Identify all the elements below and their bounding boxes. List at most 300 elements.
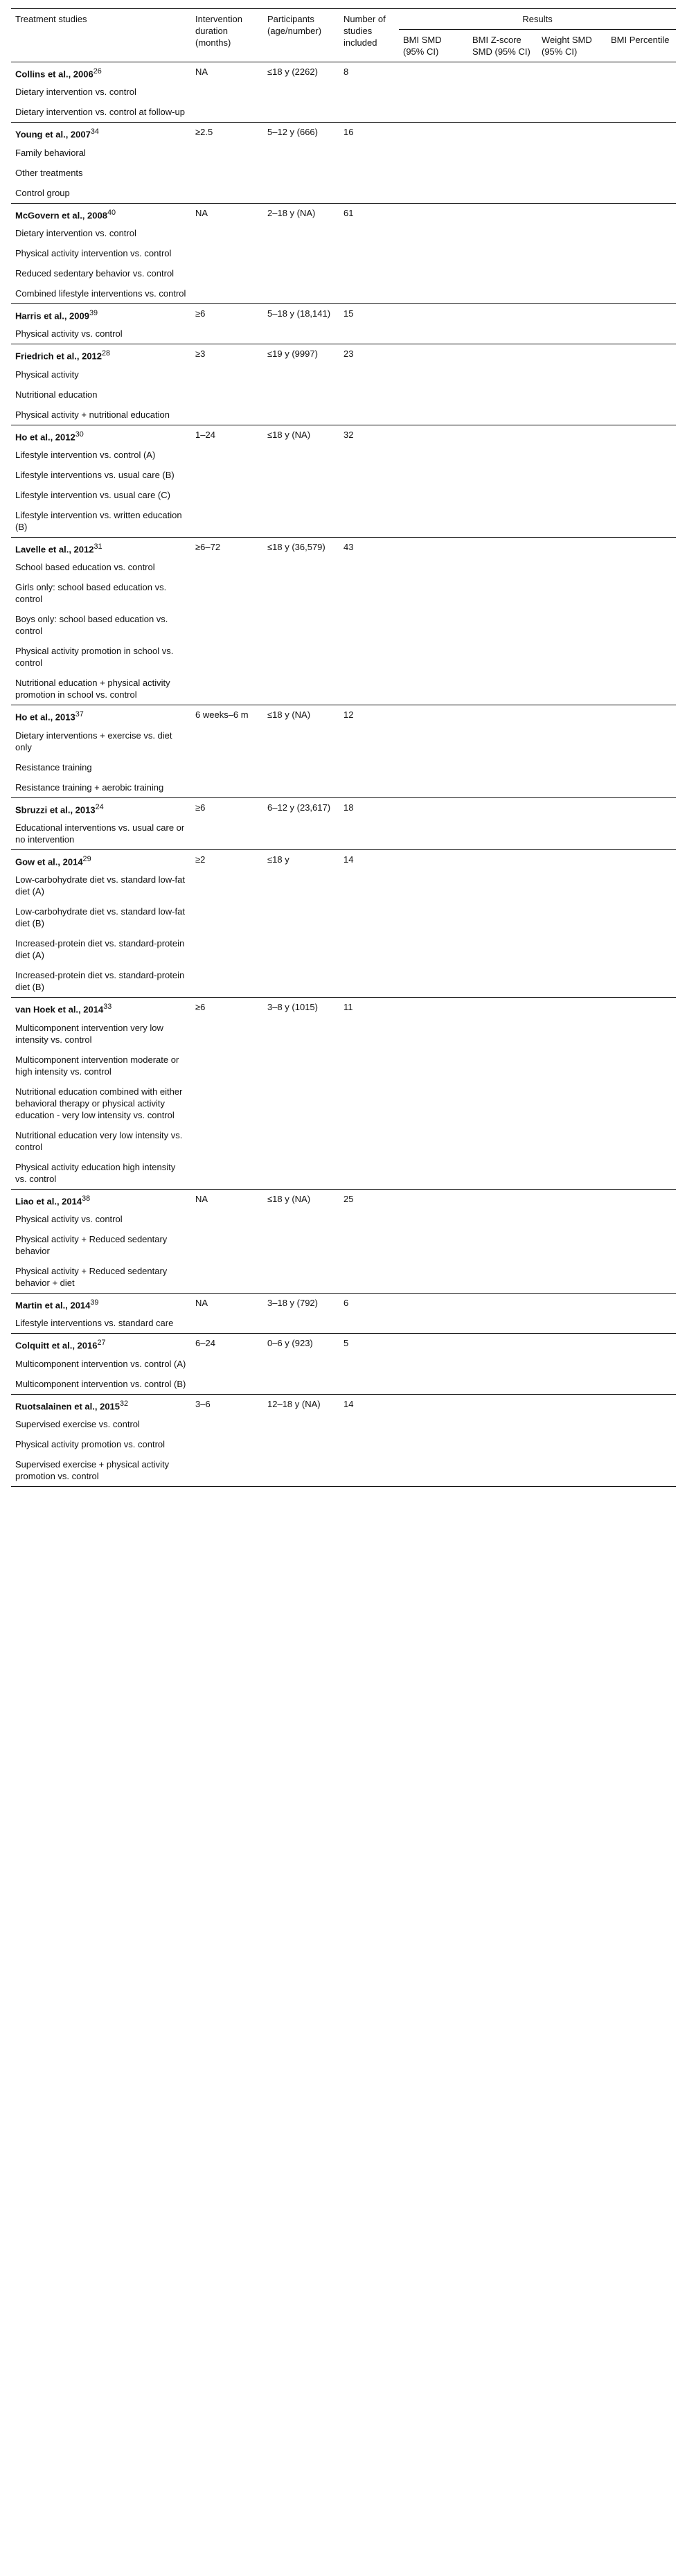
- bmi-smd-value: [399, 641, 468, 673]
- study-name: Liao et al., 2014: [15, 1195, 82, 1206]
- bmi-smd-value: [399, 609, 468, 641]
- empty-cell: [468, 537, 537, 557]
- outcome-row: [11, 609, 676, 641]
- bmi-smd-value: [399, 324, 468, 344]
- outcome-label: Physical activity + Reduced sedentary behavior + diet: [15, 1265, 168, 1288]
- bmi-smd-value: [399, 777, 468, 798]
- weight-smd-value: [537, 82, 607, 102]
- bmi-percentile-value: [607, 1229, 676, 1261]
- bmi-percentile-value: [607, 757, 676, 777]
- results-table: [11, 8, 676, 1487]
- bmi-percentile-value: [607, 577, 676, 609]
- study-row: [11, 849, 676, 870]
- empty-cell: [263, 557, 339, 577]
- outcome-label: Nutritional education very low intensity vs. control: [15, 1129, 183, 1152]
- outcome-label: Nutritional education combined with either behavioral therapy or physical activity education - very low intensity vs. control: [15, 1086, 183, 1120]
- bmi-percentile-value: [607, 283, 676, 304]
- empty-cell: [339, 163, 399, 183]
- study-name-cell: [11, 705, 191, 725]
- weight-smd-value: [537, 143, 607, 163]
- empty-cell: [191, 1082, 263, 1125]
- study-row: [11, 998, 676, 1018]
- study-reference: 40: [107, 208, 116, 217]
- study-name-cell: [11, 203, 191, 223]
- outcome-label: Boys only: school based education vs. control: [15, 614, 168, 637]
- number-of-studies: 18: [339, 797, 399, 818]
- empty-cell: [537, 62, 607, 82]
- participants: 0–6 y (923): [263, 1334, 339, 1354]
- bmi-zscore-smd-value: [468, 777, 537, 798]
- bmi-smd-value: [399, 183, 468, 204]
- empty-cell: [399, 537, 468, 557]
- intervention-duration: NA: [191, 1293, 263, 1313]
- intervention-duration: ≥6: [191, 998, 263, 1018]
- study-name-cell: [11, 1334, 191, 1354]
- empty-cell: [607, 123, 676, 143]
- bmi-zscore-smd-value: [468, 1434, 537, 1454]
- empty-cell: [399, 303, 468, 324]
- weight-smd-value: [537, 364, 607, 385]
- outcome-label: Educational interventions vs. usual care or no intervention: [15, 822, 185, 845]
- bmi-zscore-smd-value: [468, 1050, 537, 1082]
- empty-cell: [537, 123, 607, 143]
- weight-smd-value: [537, 1229, 607, 1261]
- weight-smd-value: [537, 183, 607, 204]
- empty-cell: [191, 465, 263, 485]
- outcome-row: [11, 725, 676, 757]
- bmi-zscore-smd-value: [468, 243, 537, 263]
- bmi-zscore-smd-value: [468, 870, 537, 901]
- weight-smd-value: [537, 505, 607, 538]
- outcome-label: Physical activity: [15, 369, 79, 380]
- bmi-zscore-smd-value: [468, 163, 537, 183]
- outcome-row: [11, 143, 676, 163]
- outcome-row: [11, 283, 676, 304]
- bmi-percentile-value: [607, 1354, 676, 1374]
- empty-cell: [339, 1261, 399, 1294]
- study-row: [11, 537, 676, 557]
- study-reference: 27: [97, 1339, 106, 1348]
- participants: ≤18 y (NA): [263, 705, 339, 725]
- bmi-smd-value: [399, 757, 468, 777]
- empty-cell: [399, 1334, 468, 1354]
- outcome-label: Dietary interventions + exercise vs. diet only: [15, 730, 172, 752]
- weight-smd-value: [537, 223, 607, 243]
- empty-cell: [399, 203, 468, 223]
- bmi-smd-value: [399, 1050, 468, 1082]
- bmi-smd-value: [399, 557, 468, 577]
- bmi-smd-value: [399, 1313, 468, 1334]
- outcome-label: Physical activity + nutritional education: [15, 409, 170, 420]
- study-name: Ruotsalainen et al., 2015: [15, 1400, 121, 1411]
- bmi-percentile-value: [607, 263, 676, 283]
- outcome-row: [11, 673, 676, 705]
- study-name: Harris et al., 2009: [15, 310, 89, 321]
- participants: 2–18 y (NA): [263, 203, 339, 223]
- empty-cell: [339, 609, 399, 641]
- outcome-row: [11, 485, 676, 505]
- study-row: [11, 705, 676, 725]
- weight-smd-value: [537, 933, 607, 965]
- bmi-zscore-smd-value: [468, 1209, 537, 1229]
- empty-cell: [263, 725, 339, 757]
- bmi-smd-value: [399, 364, 468, 385]
- empty-cell: [339, 183, 399, 204]
- bmi-zscore-smd-value: [468, 385, 537, 405]
- empty-cell: [191, 102, 263, 123]
- outcome-row: [11, 1434, 676, 1454]
- bmi-zscore-smd-value: [468, 1261, 537, 1294]
- outcome-label: Physical activity promotion vs. control: [15, 1438, 166, 1449]
- empty-cell: [607, 998, 676, 1018]
- empty-cell: [191, 1018, 263, 1050]
- empty-cell: [339, 1082, 399, 1125]
- weight-smd-value: [537, 577, 607, 609]
- bmi-zscore-smd-value: [468, 641, 537, 673]
- empty-cell: [191, 445, 263, 465]
- outcome-row: [11, 405, 676, 425]
- outcome-row: [11, 82, 676, 102]
- bmi-smd-value: [399, 243, 468, 263]
- weight-smd-value: [537, 725, 607, 757]
- bmi-zscore-smd-value: [468, 1157, 537, 1190]
- intervention-duration: NA: [191, 203, 263, 223]
- weight-smd-value: [537, 1082, 607, 1125]
- empty-cell: [468, 1189, 537, 1209]
- empty-cell: [339, 1434, 399, 1454]
- bmi-zscore-smd-value: [468, 557, 537, 577]
- outcome-label: Increased-protein diet vs. standard-protein diet (B): [15, 970, 185, 993]
- empty-cell: [339, 1229, 399, 1261]
- empty-cell: [339, 1050, 399, 1082]
- study-reference: 29: [82, 854, 91, 863]
- study-name-cell: [11, 797, 191, 818]
- empty-cell: [339, 1374, 399, 1395]
- weight-smd-value: [537, 1374, 607, 1395]
- outcome-label: Resistance training + aerobic training: [15, 782, 164, 793]
- weight-smd-value: [537, 1157, 607, 1190]
- empty-cell: [468, 849, 537, 870]
- col-treatment-studies: Treatment studies: [11, 9, 191, 62]
- study-name: Martin et al., 2014: [15, 1300, 91, 1311]
- weight-smd-value: [537, 324, 607, 344]
- weight-smd-value: [537, 1050, 607, 1082]
- outcome-row: [11, 777, 676, 798]
- empty-cell: [339, 901, 399, 933]
- empty-cell: [339, 263, 399, 283]
- study-name-cell: [11, 537, 191, 557]
- study-row: [11, 425, 676, 445]
- empty-cell: [263, 1125, 339, 1157]
- bmi-percentile-value: [607, 1125, 676, 1157]
- bmi-percentile-value: [607, 485, 676, 505]
- bmi-smd-value: [399, 1354, 468, 1374]
- empty-cell: [339, 82, 399, 102]
- outcome-label: Other treatments: [15, 167, 83, 178]
- study-reference: 34: [90, 127, 99, 136]
- bmi-percentile-value: [607, 609, 676, 641]
- empty-cell: [339, 1354, 399, 1374]
- empty-cell: [263, 385, 339, 405]
- empty-cell: [191, 485, 263, 505]
- bmi-smd-value: [399, 818, 468, 850]
- study-row: [11, 344, 676, 364]
- empty-cell: [263, 933, 339, 965]
- bmi-percentile-value: [607, 505, 676, 538]
- empty-cell: [339, 465, 399, 485]
- empty-cell: [191, 364, 263, 385]
- empty-cell: [263, 1261, 339, 1294]
- study-row: [11, 1394, 676, 1414]
- weight-smd-value: [537, 777, 607, 798]
- empty-cell: [263, 641, 339, 673]
- number-of-studies: 61: [339, 203, 399, 223]
- col-number-of-studies: Number of studies included: [339, 9, 399, 62]
- bmi-percentile-value: [607, 1454, 676, 1487]
- bmi-zscore-smd-value: [468, 1125, 537, 1157]
- empty-cell: [339, 777, 399, 798]
- study-name: Gow et al., 2014: [15, 856, 83, 867]
- empty-cell: [468, 797, 537, 818]
- empty-cell: [191, 870, 263, 901]
- empty-cell: [263, 283, 339, 304]
- intervention-duration: 3–6: [191, 1394, 263, 1414]
- empty-cell: [191, 725, 263, 757]
- bmi-percentile-value: [607, 223, 676, 243]
- outcome-row: [11, 1414, 676, 1434]
- empty-cell: [191, 1229, 263, 1261]
- bmi-percentile-value: [607, 163, 676, 183]
- outcome-row: [11, 757, 676, 777]
- study-name-cell: [11, 1189, 191, 1209]
- empty-cell: [607, 62, 676, 82]
- outcome-row: [11, 1261, 676, 1294]
- bmi-zscore-smd-value: [468, 263, 537, 283]
- outcome-label: Multicomponent intervention vs. control (A): [15, 1358, 186, 1369]
- empty-cell: [263, 82, 339, 102]
- empty-cell: [607, 1334, 676, 1354]
- outcome-label: Multicomponent intervention very low intensity vs. control: [15, 1022, 163, 1045]
- number-of-studies: 25: [339, 1189, 399, 1209]
- empty-cell: [399, 62, 468, 82]
- participants: ≤18 y (NA): [263, 425, 339, 445]
- outcome-label: Lifestyle interventions vs. usual care (B): [15, 469, 175, 480]
- bmi-zscore-smd-value: [468, 1374, 537, 1395]
- empty-cell: [339, 283, 399, 304]
- outcome-row: [11, 465, 676, 485]
- bmi-percentile-value: [607, 183, 676, 204]
- bmi-smd-value: [399, 445, 468, 465]
- empty-cell: [263, 1157, 339, 1190]
- weight-smd-value: [537, 445, 607, 465]
- weight-smd-value: [537, 609, 607, 641]
- col-weight-smd: Weight SMD (95% CI): [537, 30, 607, 62]
- bmi-smd-value: [399, 1414, 468, 1434]
- study-row: [11, 303, 676, 324]
- outcome-row: [11, 1313, 676, 1334]
- bmi-smd-value: [399, 1229, 468, 1261]
- bmi-percentile-value: [607, 243, 676, 263]
- bmi-percentile-value: [607, 143, 676, 163]
- outcome-row: [11, 163, 676, 183]
- empty-cell: [537, 849, 607, 870]
- empty-cell: [339, 1313, 399, 1334]
- outcome-label: Multicomponent intervention moderate or high intensity vs. control: [15, 1054, 179, 1077]
- participants: ≤18 y (36,579): [263, 537, 339, 557]
- intervention-duration: 6 weeks–6 m: [191, 705, 263, 725]
- col-bmi-smd: BMI SMD (95% CI): [399, 30, 468, 62]
- empty-cell: [191, 1434, 263, 1454]
- empty-cell: [607, 1293, 676, 1313]
- weight-smd-value: [537, 1209, 607, 1229]
- empty-cell: [537, 537, 607, 557]
- bmi-smd-value: [399, 263, 468, 283]
- study-name-cell: [11, 849, 191, 870]
- empty-cell: [537, 425, 607, 445]
- bmi-percentile-value: [607, 818, 676, 850]
- empty-cell: [191, 163, 263, 183]
- empty-cell: [399, 1293, 468, 1313]
- intervention-duration: 6–24: [191, 1334, 263, 1354]
- outcome-row: [11, 243, 676, 263]
- empty-cell: [191, 324, 263, 344]
- study-row: [11, 1189, 676, 1209]
- bmi-smd-value: [399, 505, 468, 538]
- bmi-zscore-smd-value: [468, 1454, 537, 1487]
- weight-smd-value: [537, 163, 607, 183]
- empty-cell: [191, 1157, 263, 1190]
- outcome-row: [11, 1229, 676, 1261]
- empty-cell: [191, 1374, 263, 1395]
- outcome-row: [11, 1354, 676, 1374]
- bmi-smd-value: [399, 933, 468, 965]
- weight-smd-value: [537, 901, 607, 933]
- bmi-zscore-smd-value: [468, 1082, 537, 1125]
- bmi-zscore-smd-value: [468, 364, 537, 385]
- outcome-label: Nutritional education + physical activity promotion in school vs. control: [15, 678, 170, 700]
- bmi-percentile-value: [607, 405, 676, 425]
- bmi-percentile-value: [607, 1434, 676, 1454]
- bmi-zscore-smd-value: [468, 965, 537, 998]
- outcome-row: [11, 385, 676, 405]
- empty-cell: [191, 385, 263, 405]
- bmi-percentile-value: [607, 933, 676, 965]
- empty-cell: [339, 445, 399, 465]
- bmi-zscore-smd-value: [468, 818, 537, 850]
- bmi-zscore-smd-value: [468, 673, 537, 705]
- study-name-cell: [11, 425, 191, 445]
- empty-cell: [339, 485, 399, 505]
- empty-cell: [191, 1209, 263, 1229]
- bmi-zscore-smd-value: [468, 609, 537, 641]
- bmi-smd-value: [399, 1125, 468, 1157]
- empty-cell: [191, 818, 263, 850]
- empty-cell: [191, 243, 263, 263]
- study-name: Ho et al., 2012: [15, 431, 75, 442]
- bmi-percentile-value: [607, 102, 676, 123]
- empty-cell: [537, 1334, 607, 1354]
- outcome-row: [11, 577, 676, 609]
- bmi-smd-value: [399, 405, 468, 425]
- bmi-percentile-value: [607, 965, 676, 998]
- outcome-row: [11, 1374, 676, 1395]
- intervention-duration: ≥3: [191, 344, 263, 364]
- bmi-percentile-value: [607, 82, 676, 102]
- outcome-label: Family behavioral: [15, 147, 86, 158]
- empty-cell: [263, 1313, 339, 1334]
- bmi-percentile-value: [607, 1313, 676, 1334]
- bmi-percentile-value: [607, 445, 676, 465]
- bmi-percentile-value: [607, 870, 676, 901]
- empty-cell: [339, 818, 399, 850]
- weight-smd-value: [537, 1434, 607, 1454]
- weight-smd-value: [537, 1454, 607, 1487]
- empty-cell: [191, 577, 263, 609]
- empty-cell: [191, 82, 263, 102]
- empty-cell: [191, 1125, 263, 1157]
- number-of-studies: 12: [339, 705, 399, 725]
- bmi-smd-value: [399, 673, 468, 705]
- bmi-smd-value: [399, 82, 468, 102]
- weight-smd-value: [537, 243, 607, 263]
- study-reference: 24: [95, 802, 104, 811]
- outcome-label: Increased-protein diet vs. standard-protein diet (A): [15, 938, 185, 961]
- bmi-smd-value: [399, 1261, 468, 1294]
- weight-smd-value: [537, 1018, 607, 1050]
- empty-cell: [191, 1414, 263, 1434]
- outcome-row: [11, 641, 676, 673]
- participants: 12–18 y (NA): [263, 1394, 339, 1414]
- outcome-label: Dietary intervention vs. control at follow-up: [15, 107, 185, 118]
- empty-cell: [339, 725, 399, 757]
- intervention-duration: NA: [191, 1189, 263, 1209]
- bmi-zscore-smd-value: [468, 1018, 537, 1050]
- number-of-studies: 32: [339, 425, 399, 445]
- empty-cell: [191, 263, 263, 283]
- outcome-row: [11, 223, 676, 243]
- weight-smd-value: [537, 263, 607, 283]
- intervention-duration: ≥2: [191, 849, 263, 870]
- weight-smd-value: [537, 965, 607, 998]
- outcome-row: [11, 1018, 676, 1050]
- study-row: [11, 62, 676, 82]
- study-name: Colquitt et al., 2016: [15, 1340, 98, 1351]
- study-row: [11, 1334, 676, 1354]
- empty-cell: [263, 505, 339, 538]
- empty-cell: [468, 62, 537, 82]
- outcome-label: Girls only: school based education vs. control: [15, 582, 167, 605]
- participants: ≤18 y: [263, 849, 339, 870]
- outcome-label: Dietary intervention vs. control: [15, 227, 136, 238]
- intervention-duration: ≥2.5: [191, 123, 263, 143]
- outcome-row: [11, 324, 676, 344]
- outcome-label: Dietary intervention vs. control: [15, 87, 136, 98]
- bmi-percentile-value: [607, 324, 676, 344]
- intervention-duration: 1–24: [191, 425, 263, 445]
- empty-cell: [607, 705, 676, 725]
- empty-cell: [191, 1261, 263, 1294]
- empty-cell: [468, 203, 537, 223]
- empty-cell: [339, 405, 399, 425]
- outcome-label: Reduced sedentary behavior vs. control: [15, 267, 175, 279]
- empty-cell: [263, 757, 339, 777]
- empty-cell: [263, 1082, 339, 1125]
- empty-cell: [263, 1018, 339, 1050]
- empty-cell: [468, 425, 537, 445]
- empty-cell: [263, 1434, 339, 1454]
- empty-cell: [607, 849, 676, 870]
- outcome-row: [11, 901, 676, 933]
